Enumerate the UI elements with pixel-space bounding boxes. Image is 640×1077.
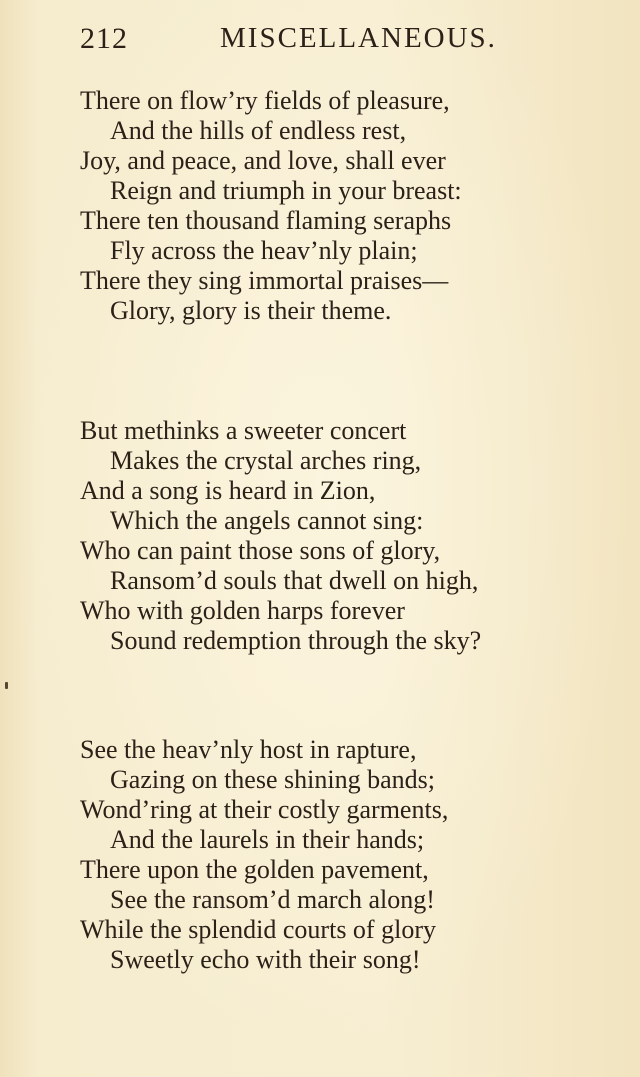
verse-line: Who with golden harps forever: [80, 596, 405, 625]
page-header: [80, 22, 520, 62]
verse-line: Fly across the heav’nly plain;: [110, 236, 418, 265]
verse-line: Which the angels cannot sing:: [110, 506, 424, 535]
verse-line: Joy, and peace, and love, shall ever: [80, 146, 446, 175]
stanza-1: [80, 86, 600, 326]
verse-line: Makes the crystal arches ring,: [110, 446, 422, 475]
verse-line: There upon the golden pavement,: [80, 855, 429, 884]
verse-line: Ransom’d souls that dwell on high,: [110, 566, 479, 595]
verse-line: See the heav’nly host in rapture,: [80, 735, 417, 764]
verse-line: But methinks a sweeter concert: [80, 416, 407, 445]
verse-line: There they sing immortal praises—: [80, 266, 449, 295]
verse-line: And the laurels in their hands;: [110, 825, 425, 854]
verse-line: And the hills of endless rest,: [110, 116, 407, 145]
verse-line: There ten thousand flaming seraphs: [80, 206, 452, 235]
verse-line: Gazing on these shining bands;: [110, 765, 435, 794]
verse-line: Who can paint those sons of glory,: [80, 536, 441, 565]
verse-line: While the splendid courts of glory: [80, 915, 436, 944]
verse-line: Glory, glory is their theme.: [110, 296, 392, 325]
stanza-3: [80, 735, 600, 975]
verse-line: Sweetly echo with their song!: [110, 945, 421, 974]
page-number: 212: [80, 22, 128, 55]
stanza-2: [80, 416, 600, 656]
verse-line: Wond’ring at their costly garments,: [80, 795, 449, 824]
verse-line: And a song is heard in Zion,: [80, 476, 376, 505]
ink-speck: [5, 682, 8, 689]
running-title: MISCELLANEOUS.: [220, 22, 497, 54]
verse-line: Sound redemption through the sky?: [110, 626, 482, 655]
verse-line: See the ransom’d march along!: [110, 885, 435, 914]
verse-line: Reign and triumph in your breast:: [110, 176, 462, 205]
verse-line: There on flow’ry fields of pleasure,: [80, 86, 450, 115]
